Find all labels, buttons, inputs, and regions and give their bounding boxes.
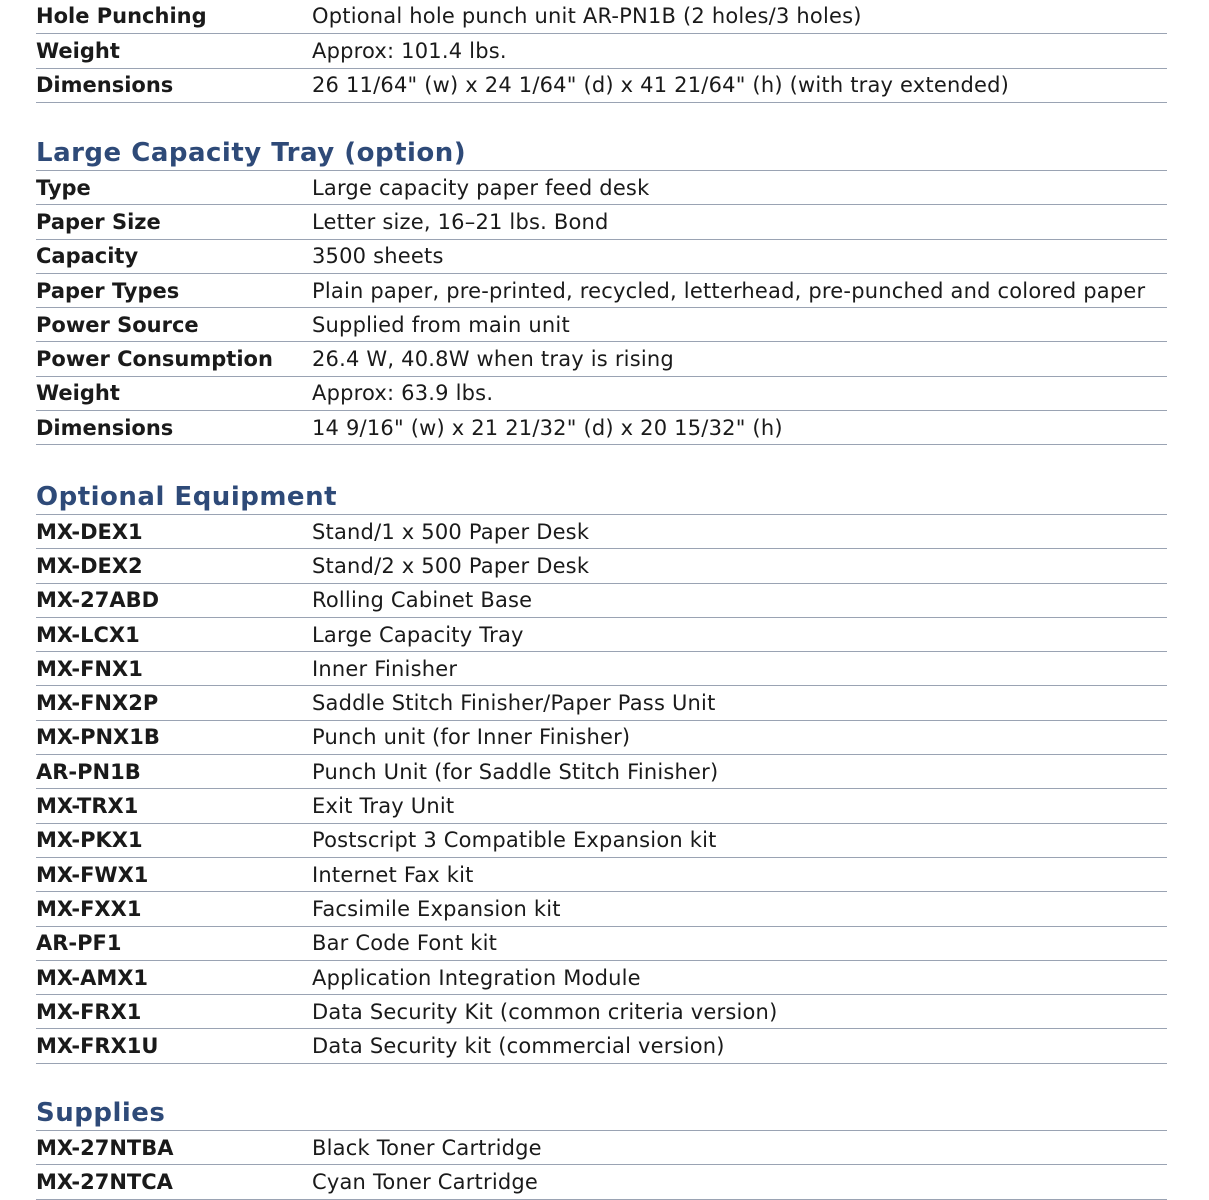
- row-value: Stand/2 x 500 Paper Desk: [312, 553, 590, 578]
- table-row: [36, 0, 1167, 33]
- table-row: [36, 273, 1167, 307]
- row-value: Exit Tray Unit: [312, 794, 455, 819]
- row-value: 3500 sheets: [312, 244, 444, 269]
- row-value: Letter size, 16–21 lbs. Bond: [312, 209, 609, 234]
- row-label: Weight: [36, 38, 120, 63]
- table-row: [36, 204, 1167, 238]
- row-label: MX-FRX1U: [36, 1034, 159, 1059]
- row-label: MX-DEX2: [36, 553, 143, 578]
- table-divider: [36, 1199, 1167, 1200]
- section-title: Optional Equipment: [36, 482, 338, 512]
- table-row: [36, 341, 1167, 375]
- row-value: 14 9/16" (w) x 21 21/32" (d) x 20 15/32" (h): [312, 415, 783, 440]
- row-label: MX-FWX1: [36, 862, 149, 887]
- general-specs-table: [36, 0, 1167, 103]
- large-capacity-tray-table: [36, 170, 1167, 445]
- table-row: [36, 926, 1167, 960]
- row-value: Punch unit (for Inner Finisher): [312, 725, 631, 750]
- row-value: Postscript 3 Compatible Expansion kit: [312, 828, 717, 853]
- large-capacity-tray-section: [36, 136, 1167, 445]
- table-row: [36, 685, 1167, 719]
- row-value: Plain paper, pre-printed, recycled, letterhead, pre-punched and colored paper: [312, 278, 1146, 303]
- row-value: Large capacity paper feed desk: [312, 175, 650, 200]
- table-row: [36, 720, 1167, 754]
- table-row: [36, 410, 1167, 444]
- row-label: MX-FNX1: [36, 656, 143, 681]
- table-row: [36, 170, 1167, 204]
- row-value: Supplied from main unit: [312, 312, 570, 337]
- optional-equipment-section: [36, 480, 1167, 1064]
- row-label: MX-AMX1: [36, 965, 149, 990]
- row-value: Application Integration Module: [312, 965, 641, 990]
- row-label: Dimensions: [36, 415, 174, 440]
- row-label: Paper Types: [36, 278, 180, 303]
- table-divider: [36, 1063, 1167, 1064]
- row-value: 26.4 W, 40.8W when tray is rising: [312, 347, 674, 372]
- row-label: Power Consumption: [36, 347, 273, 372]
- row-value: Punch Unit (for Saddle Stitch Finisher): [312, 759, 719, 784]
- row-value: Internet Fax kit: [312, 862, 474, 887]
- supplies-section: [36, 1096, 1167, 1200]
- section-title: Supplies: [36, 1098, 166, 1128]
- row-value: 26 11/64" (w) x 24 1/64" (d) x 41 21/64" (h) (with tray extended): [312, 73, 1010, 98]
- row-value: Inner Finisher: [312, 656, 458, 681]
- table-row: [36, 68, 1167, 102]
- row-label: Hole Punching: [36, 4, 207, 29]
- table-row: [36, 1130, 1167, 1164]
- row-label: Capacity: [36, 244, 139, 269]
- row-value: Optional hole punch unit AR-PN1B (2 holes/3 holes): [312, 4, 862, 29]
- row-label: AR-PF1: [36, 931, 122, 956]
- supplies-table: [36, 1130, 1167, 1200]
- table-row: [36, 583, 1167, 617]
- row-label: MX-FNX2P: [36, 691, 159, 716]
- row-label: MX-FRX1: [36, 999, 142, 1024]
- table-row: [36, 239, 1167, 273]
- row-label: MX-PNX1B: [36, 725, 160, 750]
- table-row: [36, 994, 1167, 1028]
- row-value: Data Security kit (commercial version): [312, 1034, 725, 1059]
- table-row: [36, 754, 1167, 788]
- row-label: MX-27NTCA: [36, 1169, 173, 1194]
- row-label: Power Source: [36, 312, 199, 337]
- row-label: Type: [36, 175, 91, 200]
- row-label: MX-LCX1: [36, 622, 140, 647]
- section-title: Large Capacity Tray (option): [36, 138, 467, 168]
- row-label: MX-27NTBA: [36, 1135, 174, 1160]
- row-value: Bar Code Font kit: [312, 931, 498, 956]
- table-row: [36, 548, 1167, 582]
- table-row: [36, 514, 1167, 548]
- table-row: [36, 651, 1167, 685]
- row-value: Facsimile Expansion kit: [312, 896, 561, 921]
- row-value: Cyan Toner Cartridge: [312, 1169, 539, 1194]
- table-row: [36, 891, 1167, 925]
- row-value: Data Security Kit (common criteria version): [312, 999, 778, 1024]
- optional-equipment-table: [36, 514, 1167, 1064]
- table-row: [36, 857, 1167, 891]
- row-label: MX-PKX1: [36, 828, 143, 853]
- row-label: MX-DEX1: [36, 519, 143, 544]
- table-row: [36, 788, 1167, 822]
- row-value: Rolling Cabinet Base: [312, 588, 533, 613]
- table-row: [36, 376, 1167, 410]
- row-value: Black Toner Cartridge: [312, 1135, 542, 1160]
- table-row: [36, 307, 1167, 341]
- table-row: [36, 960, 1167, 994]
- row-value: Stand/1 x 500 Paper Desk: [312, 519, 590, 544]
- row-label: MX-27ABD: [36, 588, 160, 613]
- table-row: [36, 33, 1167, 67]
- table-row: [36, 617, 1167, 651]
- row-value: Saddle Stitch Finisher/Paper Pass Unit: [312, 691, 716, 716]
- row-label: AR-PN1B: [36, 759, 141, 784]
- row-label: Weight: [36, 381, 120, 406]
- row-value: Large Capacity Tray: [312, 622, 524, 647]
- row-value: Approx: 63.9 lbs.: [312, 381, 494, 406]
- table-row: [36, 823, 1167, 857]
- row-label: MX-TRX1: [36, 794, 139, 819]
- table-row: [36, 1164, 1167, 1198]
- row-label: Paper Size: [36, 209, 161, 234]
- row-label: Dimensions: [36, 73, 174, 98]
- table-divider: [36, 102, 1167, 103]
- row-label: MX-FXX1: [36, 896, 142, 921]
- table-divider: [36, 444, 1167, 445]
- table-row: [36, 1028, 1167, 1062]
- row-value: Approx: 101.4 lbs.: [312, 38, 507, 63]
